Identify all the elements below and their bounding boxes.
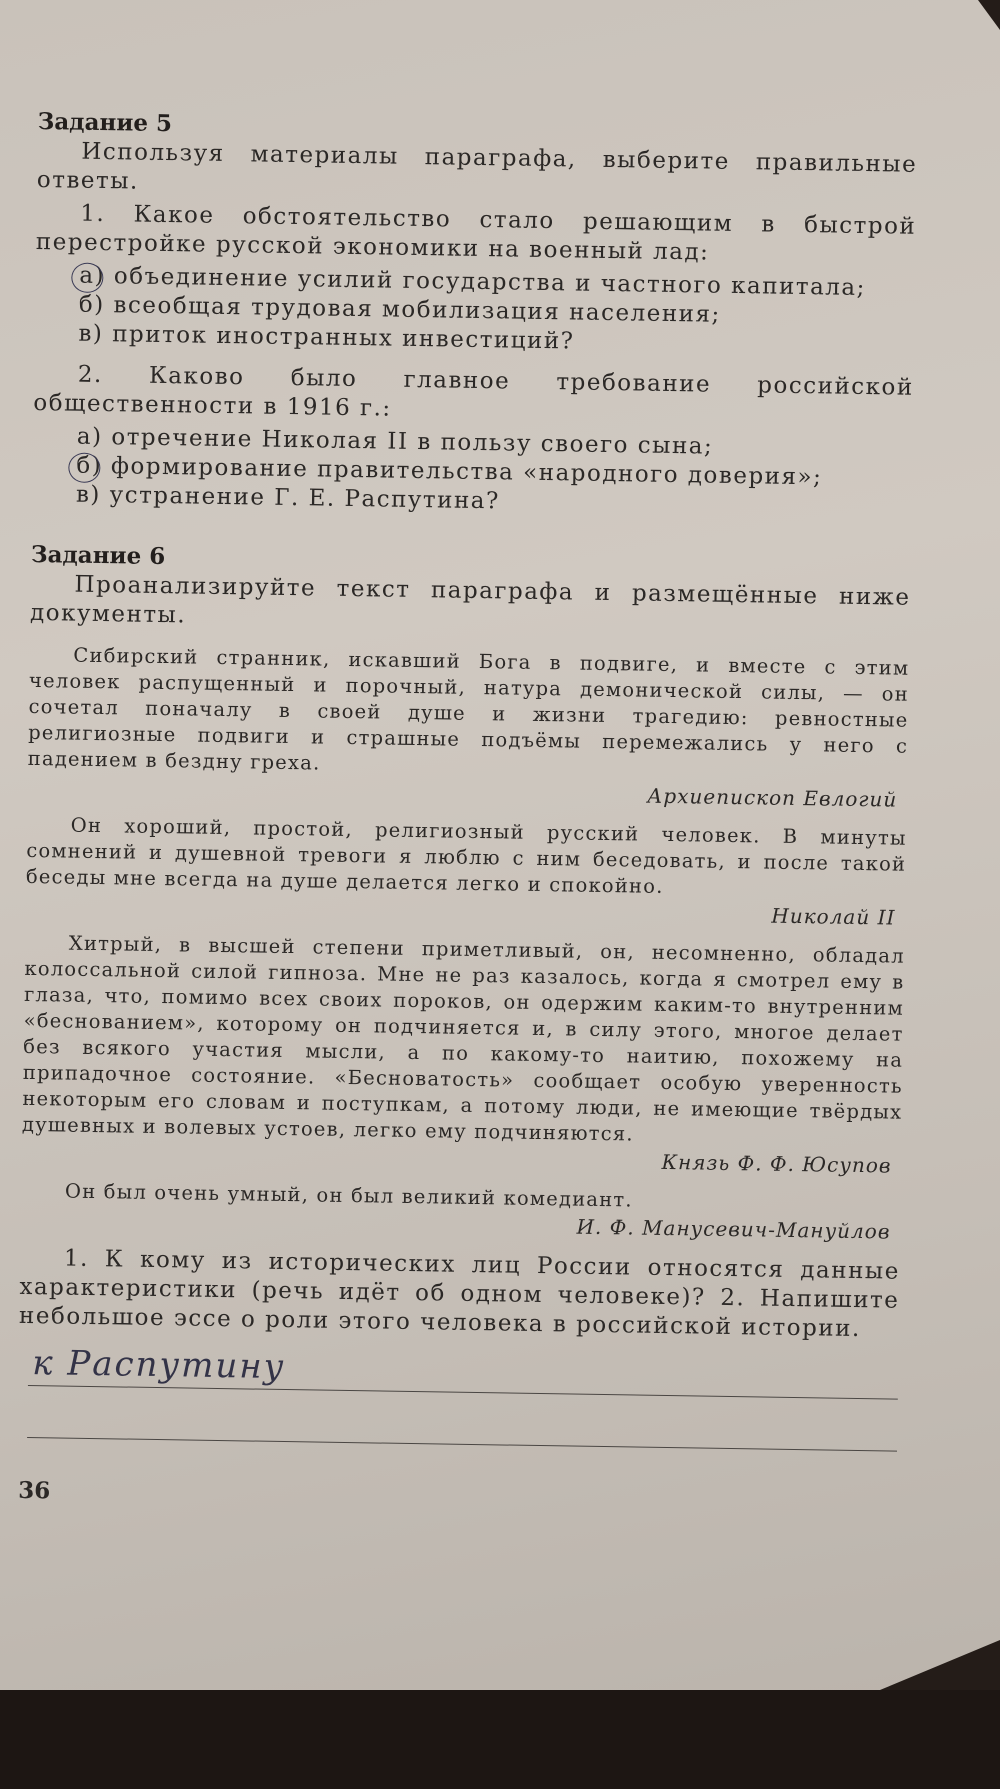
task5-title: Задание 5	[37, 108, 173, 138]
page-number: 36	[18, 1476, 51, 1505]
task6-question: 1. К кому из исторических лиц России относятся данные характеристики (речь идёт об одном человеке)? 2. Напишите небольшое эссе о роли этого человека в российской истории.	[18, 1245, 901, 1343]
handwritten-answer: к Распутину	[31, 1343, 286, 1388]
page-content	[16, 108, 918, 1518]
task5-question-1: 1. Какое обстоятельство стало решающим в быстрой перестройке русской экономики на военный лад:	[35, 200, 917, 266]
quote-yusupov: Хитрый, в высшей степени приметливый, он, несомненно, обладал колоссальной силой гипноза. Мне не раз казалось, когда я смотрел ему в глаза, что, помимо всех своих пороков, он одержим каким-то внутренним «беснованием», которому он подчиняется и, в силу этого, многое делает без всякого участия мысли, а по какому-то наитию, похожему на припадочное состояние. «Бесноватость» сообщает особую уверенность некоторым его словам и поступкам, а потому люди, не имеющие твёрдых душевных и волевых устоев, легко ему подчиняются.	[21, 931, 905, 1146]
option-text: б) формирование правительства «народного доверия»;	[76, 452, 823, 491]
quote-evlogiy: Сибирский странник, искавший Бога в подвиге, и вместе с этим человек распущенный и порочный, натура демонической силы, — он сочетал поначалу в своей душе и жизни трагедию: ревностные религиозные подвиги и страшные подъёмы перемежались у него с падением в бездну греха.	[27, 643, 910, 775]
quote-author-evlogiy: Архиепископ Евлогий	[647, 783, 898, 812]
task5-q2-option-a: а) отречение Николая II в пользу своего сына;	[76, 423, 714, 460]
answer-line	[27, 1437, 897, 1452]
quote-manuilov: Он был очень умный, он был великий комедиант.	[64, 1179, 633, 1212]
answer-line	[28, 1385, 898, 1400]
task5-q2-option-c: в) устранение Г. Е. Распутина?	[75, 481, 501, 515]
option-text: а) объединение усилий государства и частного капитала;	[79, 262, 867, 302]
answer-area[interactable]	[17, 1343, 899, 1473]
task5-question-2: 2. Каково было главное требование российской общественности в 1916 г.:	[33, 361, 914, 422]
task5-intro: Используя материалы параграфа, выберите правильные ответы.	[36, 138, 918, 195]
task6-intro: Проанализируйте текст параграфа и размещённые ниже документы.	[29, 571, 911, 629]
task6-title: Задание 6	[30, 540, 166, 571]
quote-author-manuilov: И. Ф. Манусевич-Мануйлов	[576, 1214, 891, 1244]
quote-author-yusupov: Князь Ф. Ф. Юсупов	[661, 1149, 892, 1178]
quote-nicholas: Он хороший, простой, религиозный русский человек. В минуты сомнений и душевной тревоги я люблю с ним беседовать, и после такой беседы мне всегда на душе делается легко и спокойно.	[25, 813, 907, 898]
task5-q1-option-c: в) приток иностранных инвестиций?	[78, 320, 575, 355]
quote-author-nicholas: Николай II	[771, 903, 896, 930]
task5-q1-option-b: б) всеобщая трудовая мобилизация населения;	[78, 291, 721, 328]
table-background	[0, 1690, 1000, 1789]
